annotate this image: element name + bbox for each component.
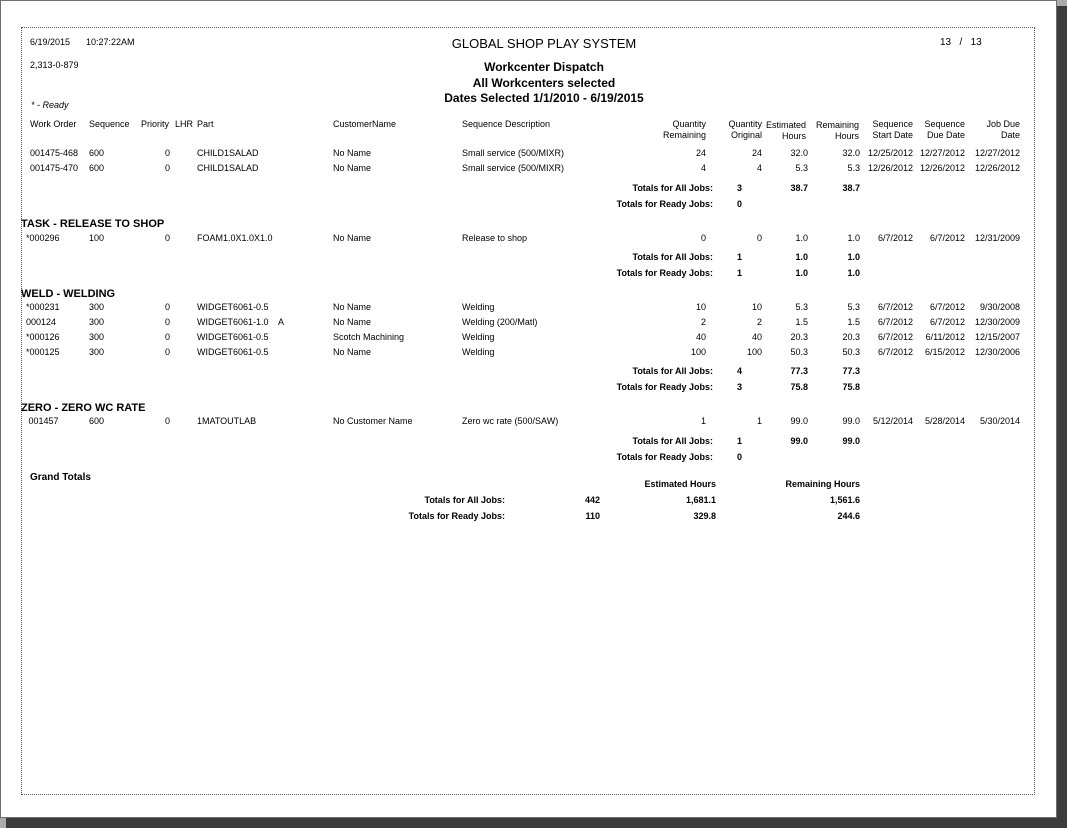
page-shadow-right: [1057, 6, 1067, 828]
row-part: WIDGET6061-0.5: [197, 302, 269, 312]
row-seq-desc: Small service (500/MIXR): [462, 148, 565, 158]
row-qty-remaining: 4: [700, 163, 706, 173]
row-part: FOAM1.0X1.0X1.0: [197, 233, 273, 243]
row-work-order: 001475-468: [30, 148, 79, 158]
row-start-date: 12/26/2012: [867, 163, 913, 173]
row-job-due: 12/31/2009: [974, 233, 1020, 243]
workcenter-title: TASK - RELEASE TO SHOP: [21, 218, 165, 230]
row-qty-original: 100: [746, 347, 762, 357]
totals-ready-label: Totals for Ready Jobs:: [616, 268, 713, 278]
row-sequence: 300: [89, 332, 105, 342]
row-due-date: 6/11/2012: [925, 332, 965, 342]
row-seq-desc: Welding (200/Matl): [462, 317, 538, 327]
report-date-range: Dates Selected 1/1/2010 - 6/19/2015: [444, 91, 644, 105]
totals-all-label: Totals for All Jobs:: [632, 252, 713, 262]
row-work-order: *000126: [26, 332, 60, 342]
totals-all-count: 1: [737, 252, 743, 262]
col-qty-remaining-2: Remaining: [662, 130, 706, 140]
row-priority: 0: [164, 163, 170, 173]
row-seq-desc: Small service (500/MIXR): [462, 163, 565, 173]
totals-ready-count: 0: [737, 199, 743, 209]
row-job-due: 12/30/2006: [974, 347, 1020, 357]
row-qty-remaining: 1: [700, 416, 706, 426]
totals-all-rem: 38.7: [842, 183, 860, 193]
row-customer: No Name: [333, 302, 372, 312]
totals-ready-count: 0: [737, 452, 743, 462]
totals-ready-label: Totals for Ready Jobs:: [616, 382, 713, 392]
totals-all-rem: 1.0: [847, 252, 860, 262]
row-due-date: 5/28/2014: [924, 416, 965, 426]
report-reference: 2,313-0-879: [30, 60, 79, 70]
col-job-due-2: Date: [1000, 130, 1020, 140]
row-qty-original: 40: [751, 332, 762, 342]
row-job-due: 12/26/2012: [974, 163, 1020, 173]
print-date: 6/19/2015: [30, 37, 71, 47]
grand-est-hours-header: Estimated Hours: [644, 479, 716, 489]
row-qty-original: 10: [751, 302, 762, 312]
row-job-due: 9/30/2008: [979, 302, 1020, 312]
row-job-due: 5/30/2014: [979, 416, 1020, 426]
row-customer: No Name: [333, 163, 372, 173]
col-start-date-2: Start Date: [872, 130, 913, 140]
row-due-date: 6/7/2012: [929, 317, 965, 327]
col-qty-original-2: Original: [730, 130, 762, 140]
row-customer: No Name: [333, 148, 372, 158]
col-work-order: Work Order: [30, 119, 77, 129]
row-est-hours: 5.3: [795, 163, 808, 173]
row-customer: No Name: [333, 347, 372, 357]
row-rem-hours: 50.3: [842, 347, 860, 357]
totals-ready-rem: 1.0: [847, 268, 860, 278]
row-start-date: 5/12/2014: [872, 416, 913, 426]
row-qty-remaining: 40: [695, 332, 706, 342]
totals-all-label: Totals for All Jobs:: [632, 436, 713, 446]
row-start-date: 6/7/2012: [877, 332, 913, 342]
report-title: Workcenter Dispatch: [484, 60, 604, 74]
row-work-order: 000124: [26, 317, 57, 327]
page-number: [940, 37, 982, 48]
totals-ready-count: 3: [737, 382, 743, 392]
totals-ready-label: Totals for Ready Jobs:: [616, 199, 713, 209]
row-due-date: 6/7/2012: [929, 233, 965, 243]
ready-legend: * - Ready: [31, 100, 69, 110]
row-part: 1MATOUTLAB: [197, 416, 257, 426]
row-priority: 0: [164, 148, 170, 158]
row-qty-remaining: 24: [695, 148, 706, 158]
row-est-hours: 5.3: [795, 302, 808, 312]
grand-all-est: 1,681.1: [685, 495, 716, 505]
row-seq-desc: Welding: [462, 332, 495, 342]
totals-ready-rem: 75.8: [842, 382, 860, 392]
row-sequence: 100: [89, 233, 105, 243]
row-due-date: 6/7/2012: [929, 302, 965, 312]
row-part: CHILD1SALAD: [197, 148, 259, 158]
row-customer: No Customer Name: [333, 416, 413, 426]
totals-all-est: 38.7: [790, 183, 808, 193]
row-priority: 0: [164, 302, 170, 312]
row-rem-hours: 32.0: [842, 148, 860, 158]
row-rem-hours: 1.5: [847, 317, 860, 327]
row-qty-remaining: 10: [695, 302, 706, 312]
col-priority: Priority: [141, 119, 170, 129]
row-part: WIDGET6061-1.0 A: [197, 317, 285, 327]
row-rem-hours: 99.0: [842, 416, 860, 426]
row-qty-original: 4: [756, 163, 762, 173]
col-part: Part: [197, 119, 214, 129]
grand-ready-rem: 244.6: [837, 511, 860, 521]
company-name: GLOBAL SHOP PLAY SYSTEM: [451, 36, 637, 51]
row-work-order: 001457: [26, 416, 59, 426]
col-due-date-2: Due Date: [926, 130, 965, 140]
row-due-date: 12/27/2012: [919, 148, 965, 158]
row-rem-hours: 5.3: [847, 163, 860, 173]
totals-all-rem: 77.3: [842, 366, 860, 376]
grand-totals-title: Grand Totals: [30, 472, 91, 483]
col-customer: CustomerName: [333, 119, 397, 129]
row-qty-original: 1: [756, 416, 762, 426]
grand-all-count: 442: [584, 495, 600, 505]
row-priority: 0: [164, 332, 170, 342]
totals-ready-label: Totals for Ready Jobs:: [616, 452, 713, 462]
row-seq-desc: Zero wc rate (500/SAW): [462, 416, 559, 426]
row-est-hours: 32.0: [790, 148, 808, 158]
row-part: WIDGET6061-0.5: [197, 332, 269, 342]
row-est-hours: 99.0: [790, 416, 808, 426]
print-margin-frame: [21, 27, 1035, 795]
grand-all-rem: 1,561.6: [829, 495, 860, 505]
col-seq-desc: Sequence Description: [462, 119, 551, 129]
row-due-date: 6/15/2012: [924, 347, 965, 357]
row-qty-remaining: 0: [700, 233, 706, 243]
totals-all-rem: 99.0: [842, 436, 860, 446]
row-qty-remaining: 2: [700, 317, 706, 327]
page-separator: /: [959, 37, 963, 48]
row-customer: Scotch Machining: [333, 332, 405, 342]
totals-all-count: 3: [737, 183, 743, 193]
row-job-due: 12/27/2012: [974, 148, 1020, 158]
row-sequence: 300: [89, 302, 105, 312]
row-sequence: 600: [89, 163, 105, 173]
grand-ready-count: 110: [585, 511, 600, 521]
row-rem-hours: 20.3: [842, 332, 860, 342]
col-lhr: LHR: [175, 119, 194, 129]
row-start-date: 12/25/2012: [867, 148, 913, 158]
row-qty-original: 24: [751, 148, 762, 158]
workcenter-title: WELD - WELDING: [21, 288, 116, 300]
col-sequence: Sequence: [89, 119, 130, 129]
row-seq-desc: Release to shop: [462, 233, 528, 243]
row-rem-hours: 5.3: [847, 302, 860, 312]
row-part: WIDGET6061-0.5: [197, 347, 269, 357]
totals-all-count: 1: [737, 436, 743, 446]
row-qty-remaining: 100: [690, 347, 706, 357]
row-sequence: 300: [89, 317, 105, 327]
row-sequence: 300: [89, 347, 105, 357]
col-rem-hours-1: Remaining: [815, 120, 859, 130]
col-est-hours-1: Estimated: [765, 120, 806, 130]
row-priority: 0: [164, 347, 170, 357]
row-customer: No Name: [333, 233, 372, 243]
totals-ready-est: 1.0: [795, 268, 808, 278]
totals-all-count: 4: [737, 366, 743, 376]
row-sequence: 600: [89, 148, 105, 158]
row-est-hours: 50.3: [790, 347, 808, 357]
col-qty-original-1: Quantity: [728, 119, 762, 129]
row-start-date: 6/7/2012: [877, 302, 913, 312]
row-work-order: *000296: [26, 233, 60, 243]
row-priority: 0: [164, 233, 170, 243]
row-qty-original: 0: [756, 233, 762, 243]
totals-all-est: 1.0: [795, 252, 808, 262]
col-qty-remaining-1: Quantity: [672, 119, 706, 129]
grand-totals-ready-label: Totals for Ready Jobs:: [408, 511, 505, 521]
row-priority: 0: [164, 416, 170, 426]
row-part: CHILD1SALAD: [197, 163, 259, 173]
col-est-hours-2: Hours: [781, 131, 806, 141]
totals-all-label: Totals for All Jobs:: [632, 183, 713, 193]
row-job-due: 12/15/2007: [974, 332, 1020, 342]
row-sequence: 600: [89, 416, 105, 426]
totals-all-est: 99.0: [790, 436, 808, 446]
col-rem-hours-2: Hours: [834, 131, 859, 141]
grand-rem-hours-header: Remaining Hours: [785, 479, 860, 489]
page-shadow-bottom: [6, 818, 1067, 828]
page-total: 13: [970, 37, 982, 48]
row-job-due: 12/30/2009: [974, 317, 1020, 327]
col-start-date-1: Sequence: [872, 119, 913, 129]
row-seq-desc: Welding: [462, 347, 495, 357]
row-start-date: 6/7/2012: [877, 233, 913, 243]
totals-ready-count: 1: [737, 268, 743, 278]
totals-ready-est: 75.8: [790, 382, 808, 392]
row-work-order: *000231: [26, 302, 60, 312]
row-work-order: *000125: [26, 347, 60, 357]
totals-all-est: 77.3: [790, 366, 808, 376]
row-priority: 0: [164, 317, 170, 327]
col-due-date-1: Sequence: [924, 119, 965, 129]
row-rem-hours: 1.0: [847, 233, 860, 243]
row-start-date: 6/7/2012: [877, 317, 913, 327]
totals-all-label: Totals for All Jobs:: [632, 366, 713, 376]
row-qty-original: 2: [756, 317, 762, 327]
page-current: 13: [940, 37, 952, 48]
print-time: 10:27:22AM: [86, 37, 135, 47]
grand-ready-est: 329.8: [693, 511, 716, 521]
row-seq-desc: Welding: [462, 302, 495, 312]
row-est-hours: 1.5: [795, 317, 808, 327]
row-est-hours: 20.3: [790, 332, 808, 342]
row-due-date: 12/26/2012: [919, 163, 965, 173]
row-work-order: 001475-470: [30, 163, 79, 173]
row-customer: No Name: [333, 317, 372, 327]
report-selection: All Workcenters selected: [472, 76, 616, 90]
row-start-date: 6/7/2012: [877, 347, 913, 357]
grand-totals-all-label: Totals for All Jobs:: [424, 495, 505, 505]
row-est-hours: 1.0: [795, 233, 808, 243]
col-job-due-1: Job Due: [986, 119, 1020, 129]
workcenter-title: ZERO - ZERO WC RATE: [21, 402, 146, 414]
